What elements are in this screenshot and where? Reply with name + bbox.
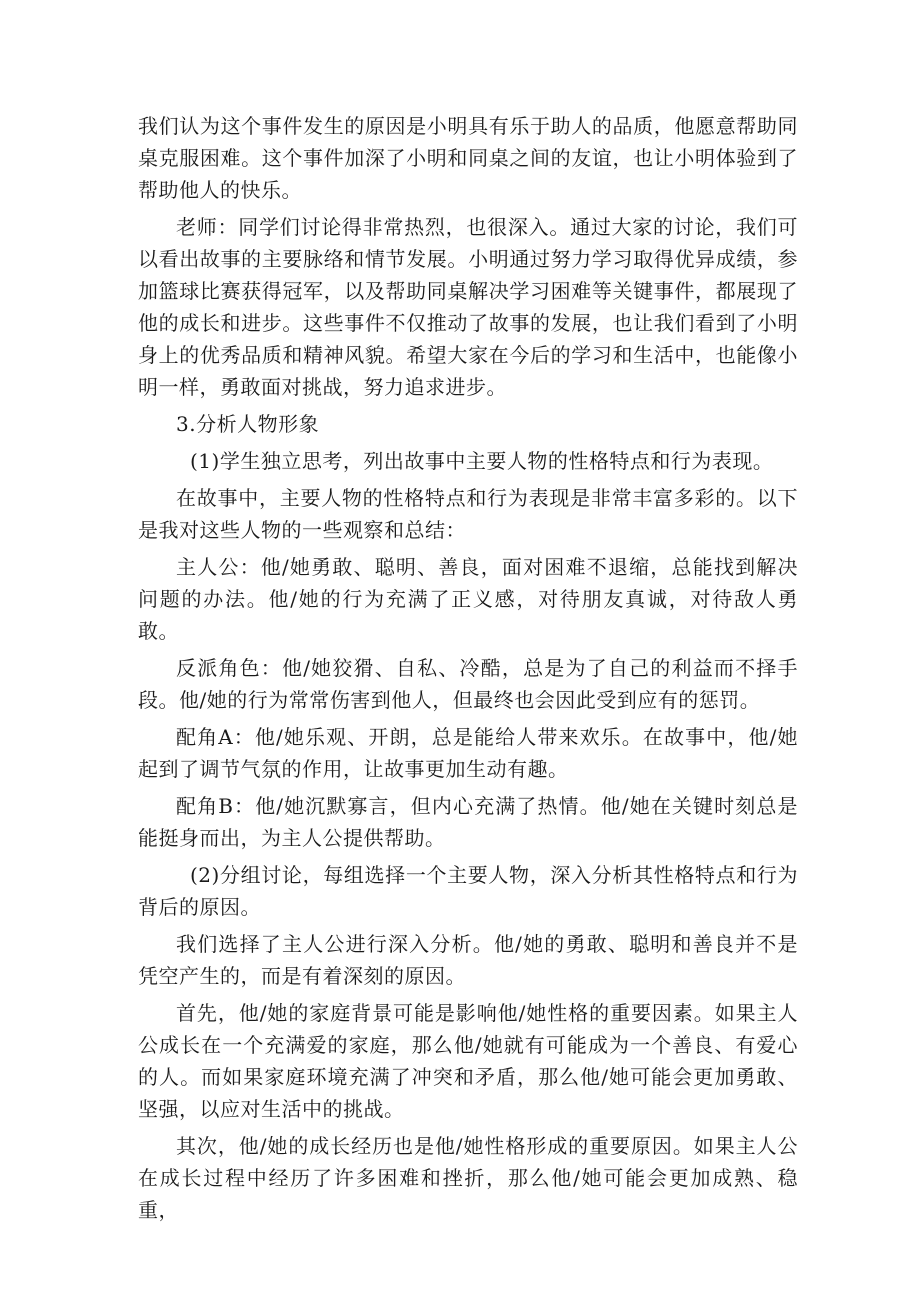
paragraph-cause-analysis: 我们认为这个事件发生的原因是小明具有乐于助人的品质，他愿意帮助同桌克服困难。这个事件加深了小明和同桌之间的友谊，也让小明体验到了帮助他人的快乐。 [138,114,798,202]
paragraph-character-overview: 在故事中，主要人物的性格特点和行为表现是非常丰富多彩的。以下是我对这些人物的一些观察和总结： [138,486,798,542]
paragraph-protagonist: 主人公：他/她勇敢、聪明、善良，面对困难不退缩，总能找到解决问题的办法。他/她的行为充满了正义感，对待朋友真诚，对待敌人勇敢。 [138,555,798,643]
subitem-group-discussion: (2)分组讨论，每组选择一个主要人物，深入分析其性格特点和行为背后的原因。 [138,863,798,919]
paragraph-family-background: 首先，他/她的家庭背景可能是影响他/她性格的重要因素。如果主人公成长在一个充满爱的家庭，那么他/她就有可能成为一个善良、有爱心的人。而如果家庭环境充满了冲突和矛盾，那么他/她可能会更加勇敢、坚强，以应对生活中的挑战。 [138,1001,798,1121]
paragraph-supporting-b: 配角B：他/她沉默寡言，但内心充满了热情。他/她在关键时刻总是能挺身而出，为主人公提供帮助。 [138,794,798,850]
paragraph-teacher-summary: 老师：同学们讨论得非常热烈，也很深入。通过大家的讨论，我们可以看出故事的主要脉络和情节发展。小明通过努力学习取得优异成绩，参加篮球比赛获得冠军，以及帮助同桌解决学习困难等关键事件，都展现了他的成长和进步。这些事件不仅推动了故事的发展，也让我们看到了小明身上的优秀品质和精神风貌。希望大家在今后的学习和生活中，也能像小明一样，勇敢面对挑战，努力追求进步。 [138,215,798,399]
paragraph-antagonist: 反派角色：他/她狡猾、自私、冷酷，总是为了自己的利益而不择手段。他/她的行为常常伤害到他人，但最终也会因此受到应有的惩罚。 [138,656,798,712]
subitem-independent-thinking: (1)学生独立思考，列出故事中主要人物的性格特点和行为表现。 [190,449,774,473]
document-page [138,110,798,1231]
paragraph-supporting-a: 配角A：他/她乐观、开朗，总是能给人带来欢乐。在故事中，他/她起到了调节气氛的作用，让故事更加生动有趣。 [138,725,798,781]
paragraph-protagonist-deep-analysis: 我们选择了主人公进行深入分析。他/她的勇敢、聪明和善良并不是凭空产生的，而是有着深刻的原因。 [138,932,798,988]
section-heading-character-analysis: 3.分析人物形象 [176,412,320,436]
paragraph-growth-experience: 其次，他/她的成长经历也是他/她性格形成的重要原因。如果主人公在成长过程中经历了许多困难和挫折，那么他/她可能会更加成熟、稳重， [138,1134,798,1222]
